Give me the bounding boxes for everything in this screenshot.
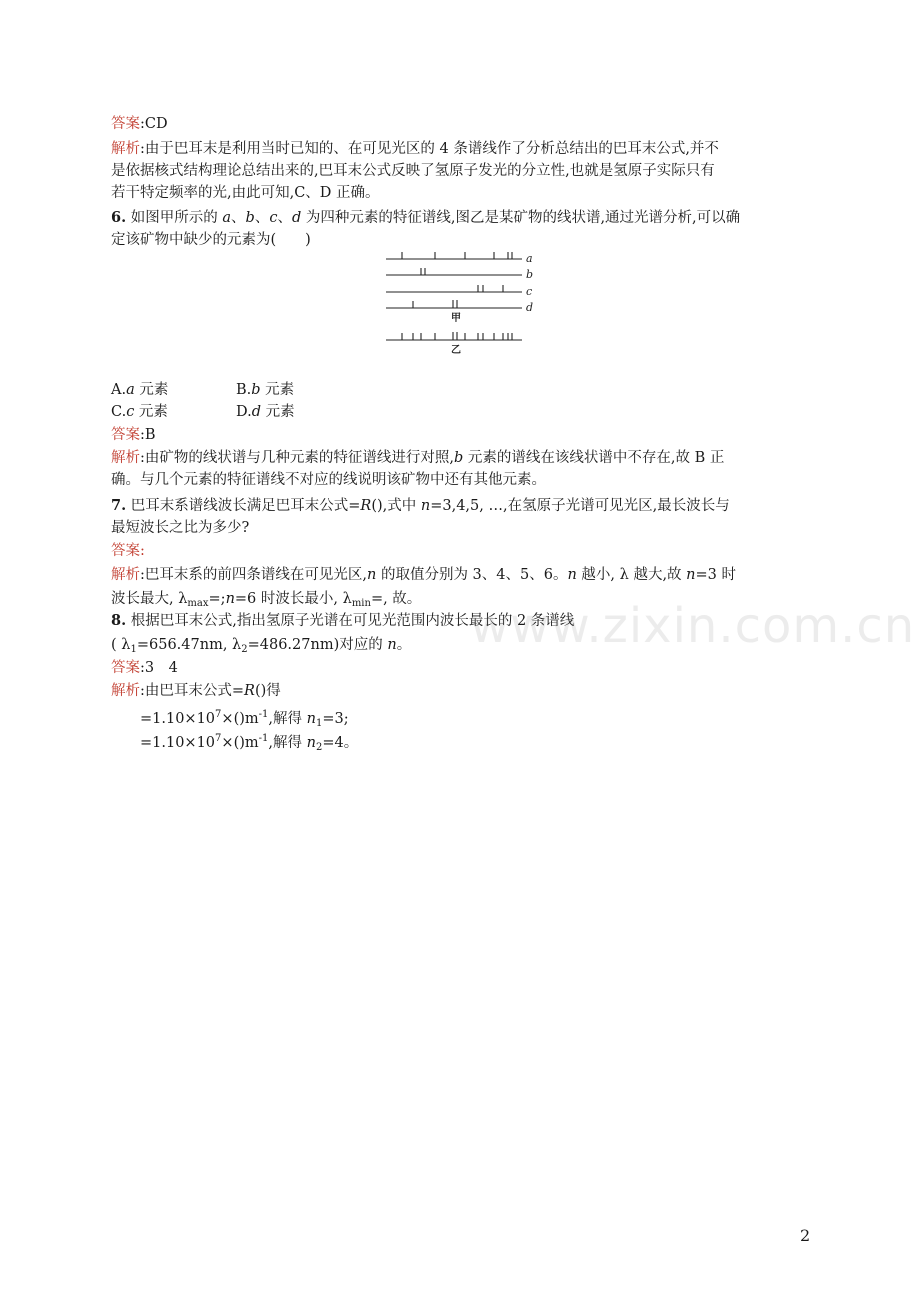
analysis-text: =, 故。	[370, 591, 422, 607]
eq-text: =4。	[322, 735, 359, 751]
q7-analysis-line-1	[111, 565, 736, 585]
option-text: 元素	[261, 404, 295, 420]
var-n: n	[567, 567, 577, 583]
q8-answer	[111, 658, 178, 678]
stem-text: 如图甲所示的	[126, 210, 223, 226]
var-n: n	[367, 567, 377, 583]
q6-analysis-line-1	[111, 448, 724, 468]
option-prefix: A.	[111, 382, 127, 398]
subscript-min: min	[351, 598, 371, 609]
q5-analysis-line-1	[111, 139, 719, 159]
var-n: n	[387, 637, 397, 653]
q8-analysis-line-1	[111, 681, 281, 701]
sep: 、	[231, 210, 246, 226]
eq-text: =1.10×10	[140, 735, 216, 751]
analysis-text: ()得	[254, 683, 281, 699]
answer-value: :	[140, 543, 145, 559]
option-c[interactable]	[111, 402, 168, 422]
watermark: www.zixin.com.cn	[470, 598, 916, 654]
var-a: a	[222, 210, 232, 226]
var-d: d	[291, 210, 302, 226]
answer-label: 答案	[111, 427, 140, 443]
option-prefix: C.	[111, 404, 127, 420]
unit-exponent: -1	[258, 709, 269, 720]
stem-text: 。	[396, 637, 412, 653]
var-b: b	[245, 210, 255, 226]
sep: 、	[254, 210, 270, 226]
analysis-text: 波长最大, λ	[111, 591, 188, 607]
sep: 、	[277, 210, 292, 226]
subscript-2: 2	[315, 742, 323, 753]
option-d[interactable]	[236, 402, 295, 422]
analysis-text: 的取值分别为 3、4、5、6。	[376, 567, 568, 583]
caption-yi: 乙	[451, 345, 461, 356]
option-b[interactable]	[236, 380, 294, 400]
subscript-1: 1	[130, 644, 137, 655]
option-a[interactable]	[111, 380, 168, 400]
analysis-text: =3 时	[695, 567, 736, 583]
stem-text: 巴耳末系谱线波长满足巴耳末公式=	[126, 498, 361, 514]
stem-text: =486.27nm)对应的	[247, 637, 388, 653]
option-prefix: B.	[236, 382, 252, 398]
spectrum-figure	[384, 248, 544, 360]
question-number: 6.	[111, 209, 127, 226]
analysis-text: =;	[208, 591, 226, 607]
option-text: 元素	[260, 382, 295, 398]
q6-stem-line-1	[111, 208, 740, 228]
stem-text: =656.47nm, λ	[136, 637, 242, 653]
unit-exponent: -1	[258, 733, 269, 744]
caption-jia: 甲	[451, 313, 461, 324]
q5-analysis-line-3: 若干特定频率的光,由此可知,C、D 正确。	[111, 185, 380, 201]
var-R: R	[244, 683, 255, 699]
option-text: 元素	[134, 382, 169, 398]
answer-value: :3 4	[140, 660, 178, 676]
analysis-text: :由巴耳末公式=	[140, 683, 245, 699]
subscript-1: 1	[315, 718, 323, 729]
analysis-label: 解析	[111, 450, 140, 466]
option-text: 元素	[134, 404, 168, 420]
analysis-text: 元素的谱线在该线状谱中不存在,故 B 正	[463, 450, 725, 466]
answer-label: 答案	[111, 660, 140, 676]
label-d: d	[526, 301, 534, 314]
analysis-text: :由于巴耳末是利用当时已知的、在可见光区的 4 条谱线作了分析总结出的巴耳末公式,并不	[140, 141, 719, 157]
stem-text: (),式中	[371, 498, 421, 514]
analysis-text: 越小, λ 越大,故	[576, 567, 687, 583]
eq-text: ,解得	[268, 735, 307, 751]
question-number: 8.	[111, 612, 127, 629]
eq-text: =3;	[322, 711, 349, 727]
var-n: n	[306, 735, 316, 751]
q7-stem-line-2: 最短波长之比为多少?	[111, 520, 250, 536]
subscript-2: 2	[241, 644, 248, 655]
q7-answer	[111, 541, 145, 561]
var-n: n	[420, 498, 431, 514]
analysis-label: 解析	[111, 683, 140, 699]
var-n: n	[686, 567, 696, 583]
var-n: n	[306, 711, 316, 727]
analysis-text: :巴耳末系的前四条谱线在可见光区,	[140, 567, 367, 583]
option-letter: a	[126, 382, 135, 398]
var-b: b	[454, 450, 464, 466]
stem-text: 为四种元素的特征谱线,图乙是某矿物的线状谱,通过光谱分析,可以确	[301, 210, 741, 226]
answer-label: 答案	[111, 543, 140, 559]
answer-label: 答案	[111, 116, 140, 132]
option-letter: d	[251, 404, 262, 420]
answer-value: :CD	[140, 116, 168, 132]
label-a: a	[526, 252, 533, 265]
q6-analysis-line-2: 确。与几个元素的特征谱线不对应的线说明该矿物中还有其他元素。	[111, 472, 546, 488]
q8-equation-2	[140, 729, 358, 758]
option-prefix: D.	[236, 404, 252, 420]
analysis-text: :由矿物的线状谱与几种元素的特征谱线进行对照,	[140, 450, 454, 466]
analysis-label: 解析	[111, 567, 140, 583]
label-b: b	[526, 268, 534, 281]
q6-stem-line-2: 定该矿物中缺少的元素为( )	[111, 232, 311, 248]
var-n: n	[225, 591, 235, 607]
page-number: 2	[800, 1226, 811, 1245]
q6-answer	[111, 425, 156, 445]
subscript-max: max	[187, 598, 209, 609]
q5-analysis-line-2: 是依据核式结构理论总结出来的,巴耳末公式反映了氢原子发光的分立性,也就是氢原子实际只有	[111, 163, 715, 179]
q8-stem-line-2	[111, 635, 411, 660]
eq-text: ,解得	[268, 711, 307, 727]
eq-text: =1.10×10	[140, 711, 216, 727]
q5-answer	[111, 114, 168, 134]
var-R: R	[360, 498, 372, 514]
analysis-label: 解析	[111, 141, 140, 157]
q7-stem-line-1	[111, 496, 730, 516]
answer-value: :B	[140, 427, 156, 443]
stem-text: ( λ	[111, 637, 131, 653]
option-letter: c	[126, 404, 135, 420]
exponent: 7	[215, 709, 222, 720]
option-letter: b	[251, 382, 261, 398]
eq-text: ×()m	[221, 711, 259, 727]
exponent: 7	[215, 733, 222, 744]
stem-text: =3,4,5, …,在氢原子光谱可见光区,最长波长与	[430, 498, 730, 514]
question-number: 7.	[111, 497, 127, 514]
eq-text: ×()m	[221, 735, 259, 751]
label-c: c	[526, 285, 533, 298]
analysis-text: =6 时波长最小, λ	[234, 591, 352, 607]
var-c: c	[269, 210, 278, 226]
stem-text: 根据巴耳末公式,指出氢原子光谱在可见光范围内波长最长的 2 条谱线	[126, 613, 575, 629]
